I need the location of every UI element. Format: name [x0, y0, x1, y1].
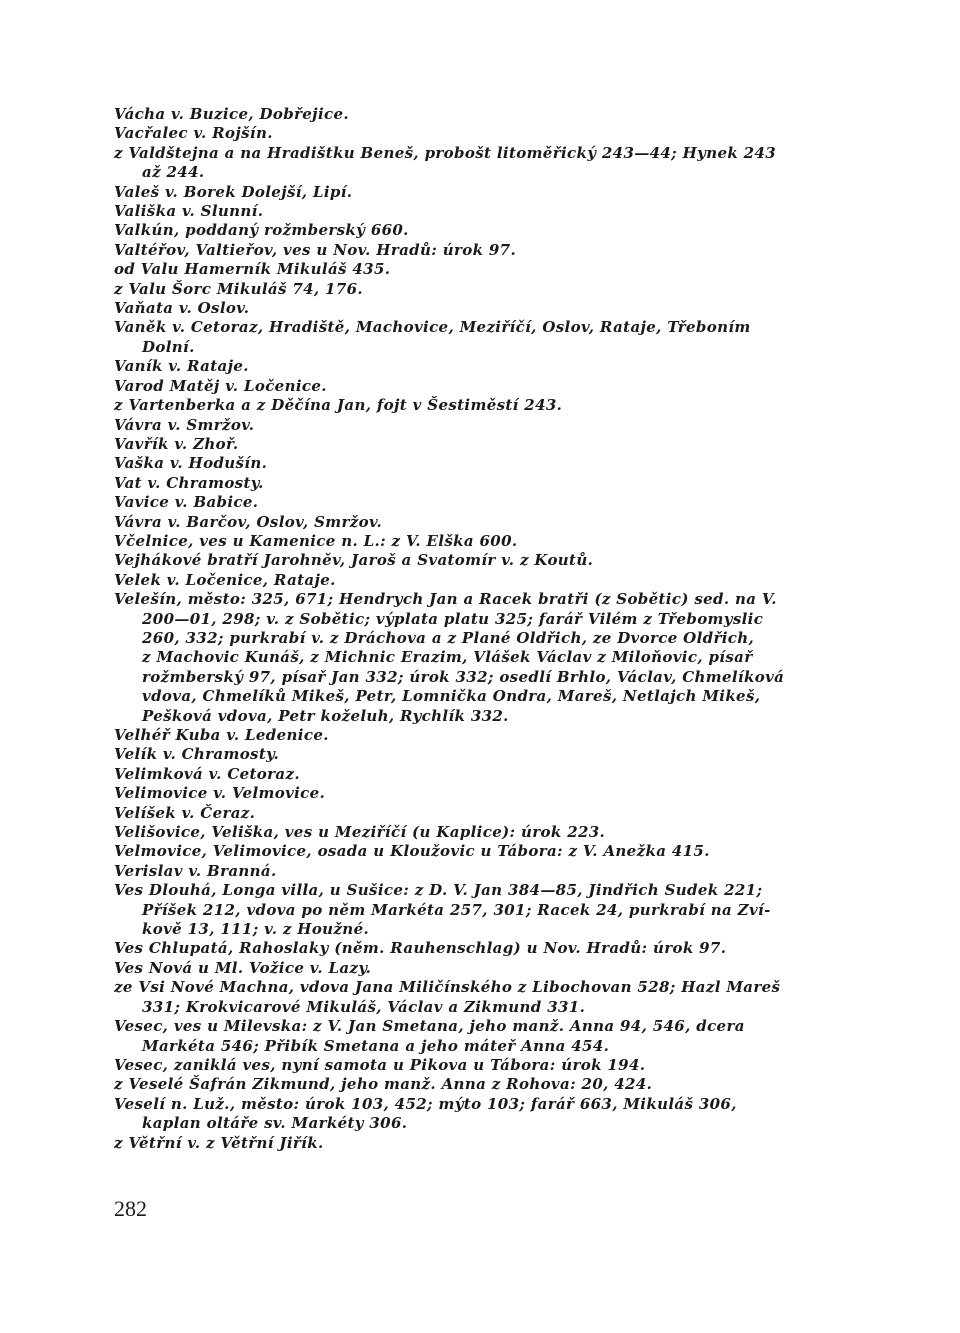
entry-line: Vaška v. Hodušín. [114, 454, 268, 473]
entry-line: od Valu Hamerník Mikuláš 435. [114, 260, 391, 279]
entry-line: Vaněk v. Cetoraz, Hradiště, Machovice, Meziříčí, Oslov, Rataje, Třeboním [114, 318, 751, 337]
entry-continuation-line: Dolní. [142, 337, 195, 356]
entry-line: Ves Chlupatá, Rahoslaky (něm. Rauhenschlag) u Nov. Hradů: úrok 97. [114, 939, 727, 958]
entry-continuation-line: kově 13, 111; v. z Houžné. [142, 920, 370, 939]
index-entry [114, 454, 844, 473]
index-entry [114, 939, 844, 958]
index-entry [114, 590, 844, 726]
entry-line: Velmovice, Velimovice, osada u Kloužovic u Tábora: z V. Anežka 415. [114, 842, 710, 861]
entry-continuation-line: kaplan oltáře sv. Markéty 306. [142, 1114, 408, 1133]
index-entry [114, 881, 844, 939]
index-entry [114, 124, 844, 143]
entry-continuation-line: Pešková vdova, Petr koželuh, Rychlík 332. [142, 706, 509, 725]
index-entry [114, 804, 844, 823]
entry-line: Vesec, zaniklá ves, nyní samota u Pikova u Tábora: úrok 194. [114, 1055, 646, 1074]
entry-line: Valkún, poddaný rožmberský 660. [114, 221, 409, 240]
entry-continuation-line: 260, 332; purkrabí v. z Dráchova a z Plané Oldřich, ze Dvorce Oldřich, [142, 628, 755, 647]
index-entry [114, 532, 844, 551]
index-entry [114, 571, 844, 590]
entry-line: Vavice v. Babice. [114, 493, 259, 512]
index-entry [114, 357, 844, 376]
index-entry [114, 396, 844, 415]
entry-line: Velišovice, Veliška, ves u Meziříčí (u Kaplice): úrok 223. [114, 823, 606, 842]
index-entry [114, 221, 844, 240]
index-entry [114, 377, 844, 396]
entry-line: Vejhákové bratří Jarohněv, Jaroš a Svatomír v. z Koutů. [114, 551, 594, 570]
index-entry [114, 318, 844, 357]
entry-line: ze Vsi Nové Machna, vdova Jana Miličínského z Libochovan 528; Hazl Mareš [114, 978, 781, 997]
index-entry [114, 842, 844, 861]
entry-line: Vacřalec v. Rojšín. [114, 124, 273, 143]
entry-line: Valeš v. Borek Dolejší, Lipí. [114, 182, 353, 201]
entry-line: Vávra v. Barčov, Oslov, Smržov. [114, 512, 383, 531]
entry-line: Včelnice, ves u Kamenice n. L.: z V. Elška 600. [114, 531, 518, 550]
entry-line: Velimková v. Cetoraz. [114, 764, 300, 783]
entry-line: z Valdštejna a na Hradištku Beneš, probošt litoměřický 243—44; Hynek 243 [114, 143, 777, 162]
index-entry [114, 959, 844, 978]
entry-continuation-line: Markéta 546; Přibík Smetana a jeho máteř Anna 454. [142, 1036, 610, 1055]
entry-line: Velhéř Kuba v. Ledenice. [114, 726, 329, 744]
index-entry [114, 241, 844, 260]
entry-continuation-line: vdova, Chmelíků Mikeš, Petr, Lomnička Ondra, Mareš, Netlajch Mikeš, [142, 687, 761, 706]
index-entry [114, 1134, 844, 1153]
entry-line: Vávra v. Smržov. [114, 415, 255, 434]
entry-line: Velíšek v. Čeraz. [114, 803, 256, 822]
index-entry [114, 765, 844, 784]
entry-line: Velimovice v. Velmovice. [114, 784, 326, 803]
index-entry [114, 862, 844, 881]
entry-line: Vaník v. Rataje. [114, 357, 249, 376]
entry-line: Veselí n. Luž., město: úrok 103, 452; mýto 103; farář 663, Mikuláš 306, [114, 1094, 737, 1113]
entry-line: z Veselé Šafrán Zikmund, jeho manž. Anna z Rohova: 20, 424. [114, 1075, 653, 1094]
index-entry [114, 726, 844, 745]
index-entry [114, 1017, 844, 1056]
entry-line: Valtéřov, Valtieřov, ves u Nov. Hradů: úrok 97. [114, 240, 517, 259]
index-entry [114, 823, 844, 842]
index-entries [114, 105, 844, 1153]
index-entry [114, 1056, 844, 1075]
entry-line: Velík v. Chramosty. [114, 745, 280, 764]
index-entry [114, 493, 844, 512]
entry-line: Vesec, ves u Milevska: z V. Jan Smetana, jeho manž. Anna 94, 546, dcera [114, 1017, 745, 1036]
index-entry [114, 474, 844, 493]
entry-line: Vat v. Chramosty. [114, 473, 264, 492]
entry-line: Ves Nová u Ml. Vožice v. Lazy. [114, 958, 372, 977]
entry-line: Vácha v. Buzice, Dobřejice. [114, 105, 349, 123]
index-entry [114, 105, 844, 124]
index-entry [114, 1075, 844, 1094]
index-entry [114, 260, 844, 279]
entry-continuation-line: 200—01, 298; v. z Sobětic; výplata platu 325; farář Vilém z Třebomyslic [142, 609, 764, 628]
entry-continuation-line: rožmberský 97, písař Jan 332; úrok 332; osedlí Brhlo, Václav, Chmelíková [142, 667, 785, 686]
page-number: 282 [114, 1196, 147, 1221]
entry-continuation-line: Příšek 212, vdova po něm Markéta 257, 301; Racek 24, purkrabí na Zví- [142, 900, 771, 919]
index-entry [114, 513, 844, 532]
entry-line: Vavřík v. Zhoř. [114, 434, 239, 453]
entry-line: Ves Dlouhá, Longa villa, u Sušice: z D. V. Jan 384—85, Jindřich Sudek 221; [114, 881, 763, 900]
entry-line: Verislav v. Branná. [114, 861, 277, 880]
entry-line: Vališka v. Slunní. [114, 202, 264, 221]
index-entry [114, 144, 844, 183]
entry-line: Velek v. Ločenice, Rataje. [114, 570, 336, 589]
entry-line: Velešín, město: 325, 671; Hendrych Jan a Racek bratři (z Sobětic) sed. na V. [114, 590, 777, 609]
entry-continuation-line: 331; Krokvicarové Mikuláš, Václav a Zikmund 331. [142, 997, 586, 1016]
entry-line: z Větřní v. z Větřní Jiřík. [114, 1133, 324, 1152]
index-entry [114, 551, 844, 570]
index-entry [114, 978, 844, 1017]
index-entry [114, 1095, 844, 1134]
index-entry [114, 280, 844, 299]
index-entry [114, 784, 844, 803]
index-entry [114, 183, 844, 202]
entry-line: z Vartenberka a z Děčína Jan, fojt v Šestiměstí 243. [114, 396, 563, 415]
index-entry [114, 202, 844, 221]
index-entry [114, 299, 844, 318]
index-entry [114, 745, 844, 764]
entry-line: z Valu Šorc Mikuláš 74, 176. [114, 279, 363, 298]
index-entry [114, 435, 844, 454]
entry-line: Varod Matěj v. Ločenice. [114, 376, 327, 395]
entry-line: Vaňata v. Oslov. [114, 299, 250, 318]
entry-continuation-line: až 244. [142, 163, 205, 182]
entry-continuation-line: z Machovic Kunáš, z Michnic Erazim, Vlášek Václav z Miloňovic, písař [142, 648, 753, 667]
index-entry [114, 416, 844, 435]
